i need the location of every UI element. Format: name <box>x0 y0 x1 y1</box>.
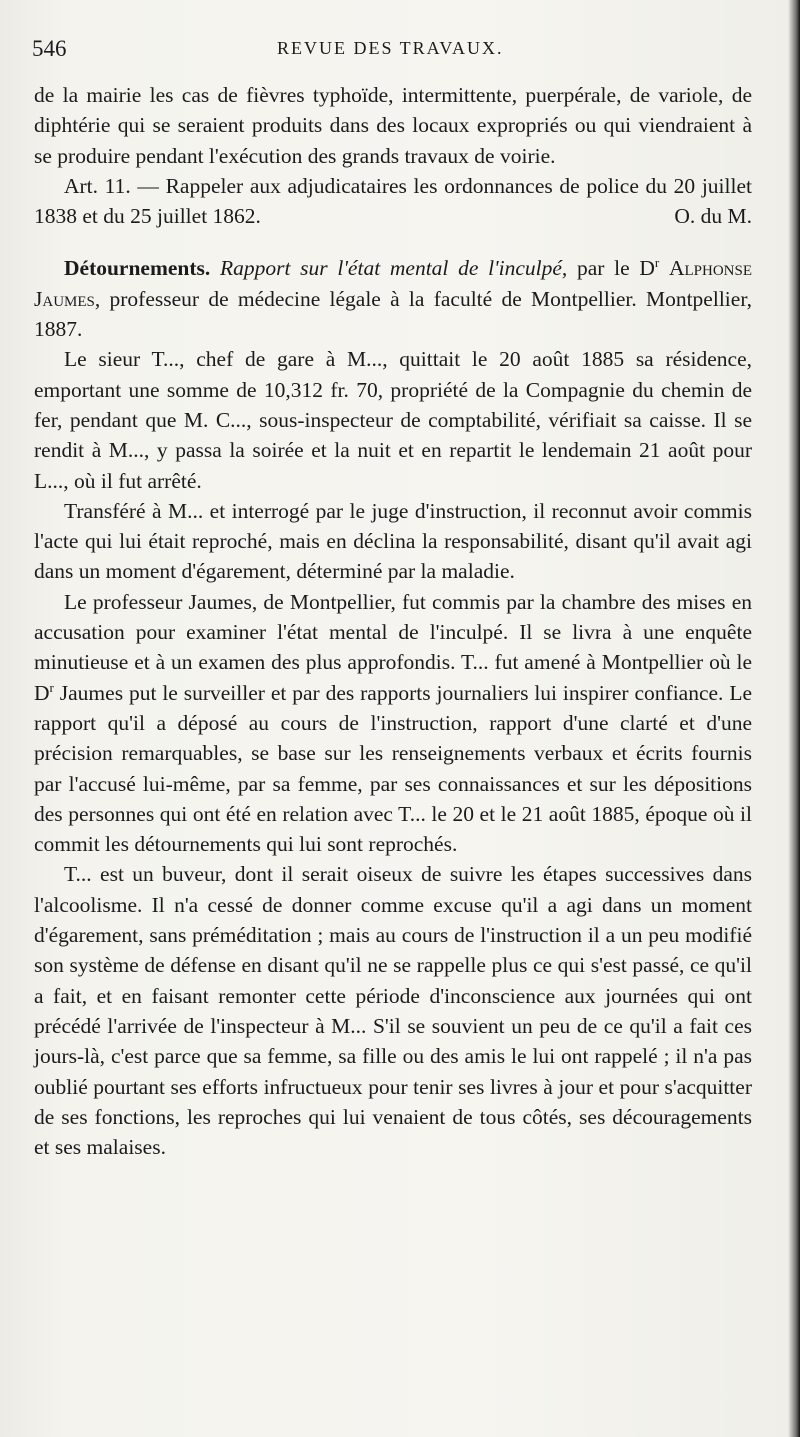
paragraph-section-title <box>34 253 752 344</box>
section-title: Détournements. <box>64 256 211 281</box>
running-head: REVUE DES TRAVAUX. <box>277 38 504 58</box>
page-header <box>32 36 752 66</box>
section-rest: , professeur de médecine légale à la faculté de Montpellier. Montpellier, 1887. <box>34 286 752 342</box>
paragraph-article-11 <box>34 171 752 232</box>
paragraph-transfer: Transféré à M... et interrogé par le juge d'instruction, il reconnut avoir commis l'acte qui lui était reproché, mais en déclina la responsabilité, disant qu'il avait agi dans un moment d'égarement, déterminé par la maladie. <box>34 498 752 584</box>
page-edge-shadow <box>788 0 800 1437</box>
body-text <box>34 80 752 1162</box>
professor-text-a: Le professeur Jaumes, de Montpellier, fut commis par la chambre des mises en accusation pour examiner l'état mental de l'inculpé. Il se livra à une enquête minutieuse et à un examen des plus approfondis. T... fut amené à Montpellier où le D <box>34 589 752 705</box>
title-superscript: r <box>654 255 660 271</box>
article-signature: O. du M. <box>674 204 752 229</box>
paragraph-continuation: de la mairie les cas de fièvres typhoïde, intermittente, puerpérale, de variole, de diphtérie qui se seraient produits dans des locaux expropriés ou qui viendraient à se produire pendant l'exécution des grands travaux de voirie. <box>34 83 752 168</box>
professor-text-b: Jaumes put le surveiller et par des rapports journaliers lui inspirer confiance. Le rapport qu'il a déposé au cours de l'instruction, rapport d'une clarté et d'une précision remarquables, se base sur les renseignements verbaux et écrits fournis par l'accusé lui-même, par sa femme, par ses connaissances et sur les dépositions des personnes qui ont été en relation avec T... le 20 et le 21 août 1885, époque où il commit les détournements qui lui sont reprochés. <box>34 680 752 857</box>
paragraph-alcoholism: T... est un buveur, dont il serait oiseux de suivre les étapes successives dans l'alcoolisme. Il n'a cessé de donner comme excuse qu'il a agi dans un moment d'égarement, sans préméditation ; mais au cours de l'instruction il a un peu modifié son système de défense en disant qu'il ne se rappelle plus ce qui s'est passé, ce qu'il a fait, et en faisant remonter cette période d'inconscience aux journées qui ont précédé l'arrivée de l'inspecteur à M... S'il se souvient un peu de ce qu'il a fait ces jours-là, c'est parce que sa femme, sa fille ou des amis le lui ont rappelé ; il n'a pas oublié pourtant ses efforts infructueux pour tenir ses livres à jour et pour s'acquitter de ses fonctions, les reproches qui lui venaient de tous côtés, ses découragements et ses malaises. <box>34 862 752 1160</box>
section-subtitle: Rapport sur l'état mental de l'inculpé, <box>220 256 568 281</box>
section-by: par le D <box>577 256 655 281</box>
page-number: 546 <box>32 36 67 61</box>
article-11-text: Art. 11. — Rappeler aux adjudicataires les ordonnances de police du 20 juillet 1838 et du 25 juillet 1862. <box>34 173 752 229</box>
paragraph-professor <box>34 587 752 860</box>
section-spacer <box>34 231 752 253</box>
paragraph-facts: Le sieur T..., chef de gare à M..., quittait le 20 août 1885 sa résidence, emportant une somme de 10,312 fr. 70, propriété de la Compagnie du chemin de fer, pendant que M. C..., sous-inspecteur de comptabilité, vérifiait sa caisse. Il se rendit à M..., y passa la soirée et la nuit et en repartit le lendemain 21 août pour L..., où il fut arrêté. <box>34 347 752 493</box>
doctor-superscript: r <box>49 679 54 695</box>
author-name: Alphonse Jaumes <box>34 256 753 311</box>
